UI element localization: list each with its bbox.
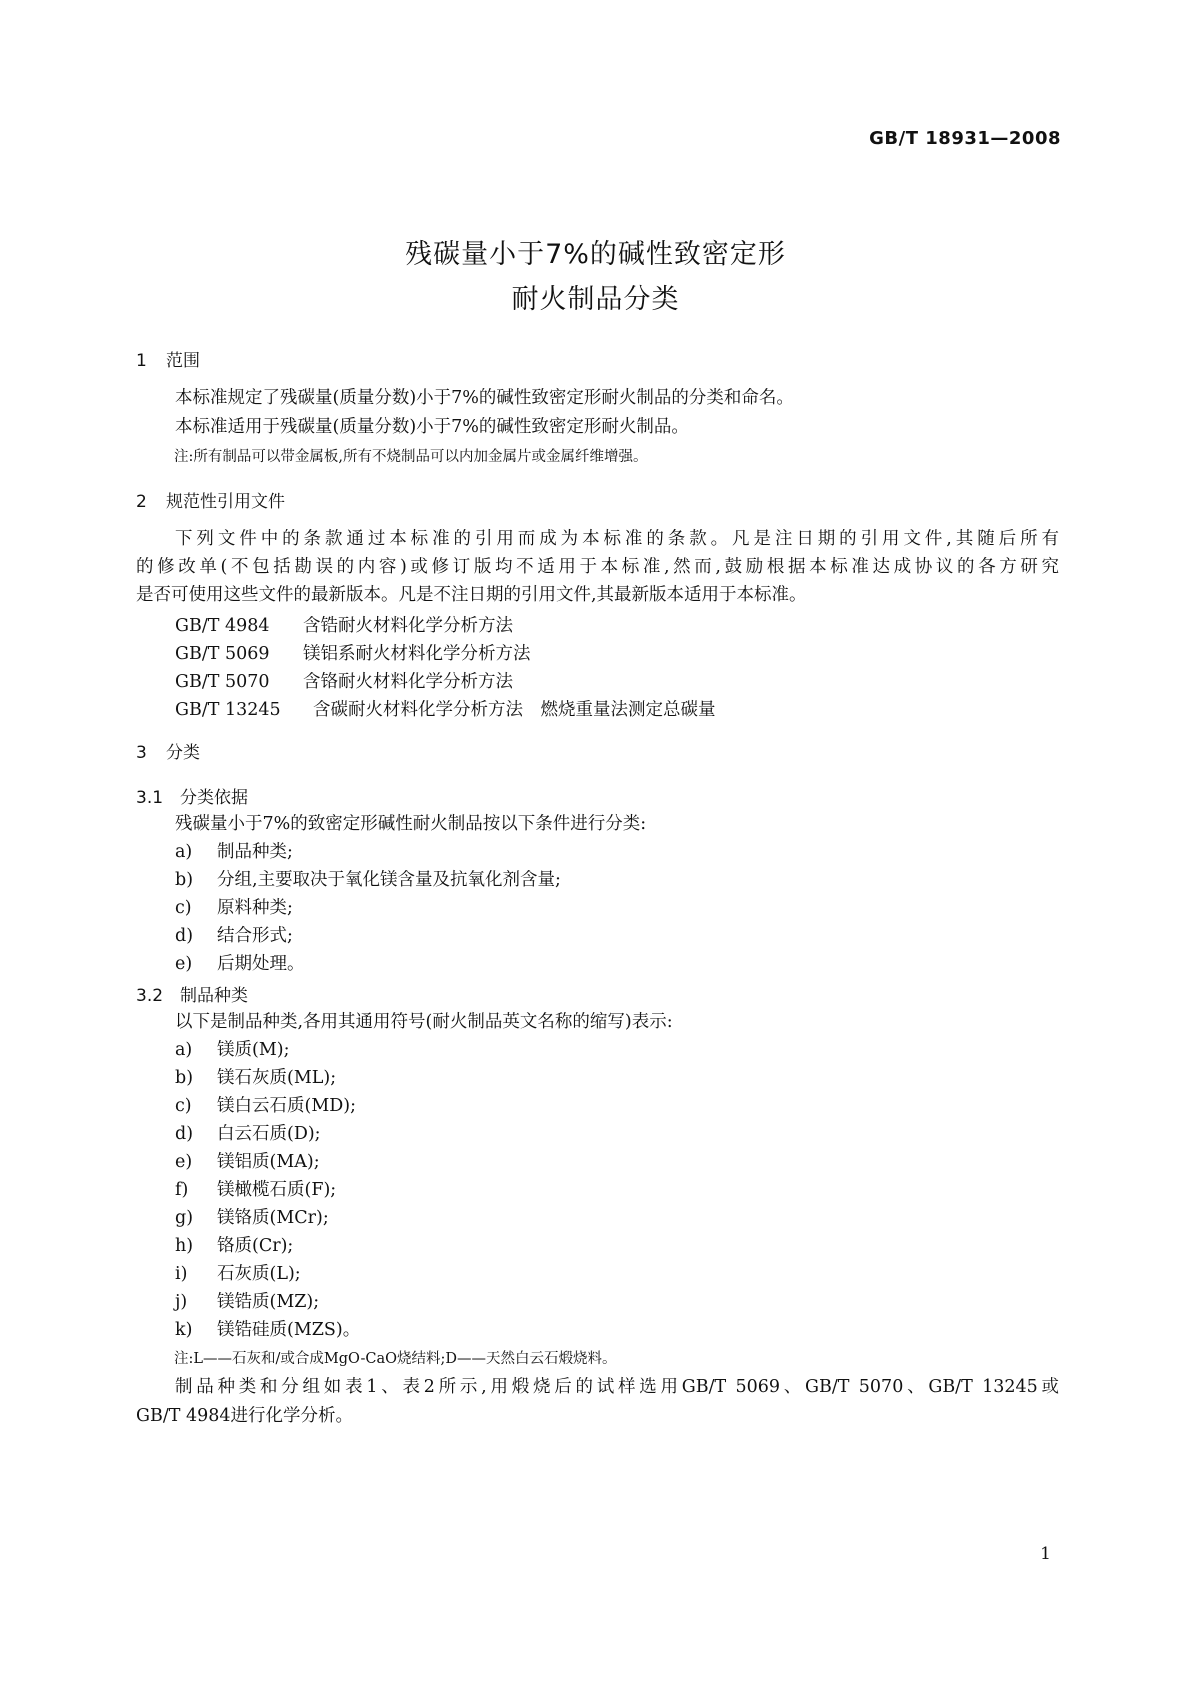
reference-code: GB/T 5070 <box>175 672 270 692</box>
list-marker: b) <box>175 870 194 890</box>
product-types-note: 注:L——石灰和/或合成MgO-CaO烧结料;D——天然白云石煅烧料。 <box>174 1351 617 1367</box>
section-title: 制品种类 <box>180 986 248 1006</box>
product-types-intro: 以下是制品种类,各用其通用符号(耐火制品英文名称的缩写)表示: <box>175 1012 673 1032</box>
reference-item <box>175 612 513 637</box>
page-number: 1 <box>1040 1544 1051 1564</box>
list-item <box>175 1316 360 1341</box>
classification-intro: 残碳量小于7%的致密定形碱性耐火制品按以下条件进行分类: <box>175 814 647 834</box>
list-text: 结合形式; <box>217 926 293 946</box>
list-marker: e) <box>175 954 193 974</box>
list-text: 铬质(Cr); <box>217 1236 294 1256</box>
section-3-2-heading <box>136 981 248 1006</box>
list-marker: e) <box>175 1152 193 1172</box>
list-text: 镁白云石质(MD); <box>217 1096 356 1116</box>
standard-code: GB/T 18931—2008 <box>869 128 1061 149</box>
list-marker: a) <box>175 1040 193 1060</box>
section-title: 分类 <box>166 743 200 763</box>
list-text: 镁锆硅质(MZS)。 <box>217 1320 361 1340</box>
list-text: 分组,主要取决于氧化镁含量及抗氧化剂含量; <box>217 870 561 890</box>
section-2-heading <box>136 487 285 512</box>
list-marker: b) <box>175 1068 194 1088</box>
reference-title: 镁铝系耐火材料化学分析方法 <box>303 644 531 664</box>
reference-code: GB/T 4984 <box>175 616 270 636</box>
list-text: 白云石质(D); <box>217 1124 321 1144</box>
list-text: 石灰质(L); <box>217 1264 301 1284</box>
list-item <box>175 1092 356 1117</box>
reference-item <box>175 696 716 721</box>
list-item <box>175 922 293 947</box>
document-title-line2: 耐火制品分类 <box>511 284 680 315</box>
list-item <box>175 1064 336 1089</box>
section-number: 3.2 <box>136 986 164 1006</box>
section-title: 规范性引用文件 <box>166 492 285 512</box>
list-marker: g) <box>175 1208 194 1228</box>
list-marker: d) <box>175 1124 194 1144</box>
list-item <box>175 1204 329 1229</box>
closing-paragraph-line2: GB/T 4984进行化学分析。 <box>136 1406 354 1426</box>
list-item <box>175 1260 301 1285</box>
section-3-1-heading <box>136 783 248 808</box>
list-item <box>175 1232 293 1257</box>
list-item <box>175 950 305 975</box>
list-marker: h) <box>175 1236 194 1256</box>
reference-title: 含铬耐火材料化学分析方法 <box>303 672 513 692</box>
scope-note: 注:所有制品可以带金属板,所有不烧制品可以内加金属片或金属纤维增强。 <box>174 449 648 465</box>
list-text: 原料种类; <box>217 898 293 918</box>
list-item <box>175 894 293 919</box>
reference-code: GB/T 13245 <box>175 700 281 720</box>
list-text: 镁橄榄石质(F); <box>217 1180 337 1200</box>
list-marker: j) <box>175 1292 188 1312</box>
scope-paragraph-1: 本标准规定了残碳量(质量分数)小于7%的碱性致密定形耐火制品的分类和命名。 <box>175 388 794 408</box>
list-marker: a) <box>175 842 193 862</box>
reference-code: GB/T 5069 <box>175 644 270 664</box>
reference-item <box>175 640 531 665</box>
list-marker: c) <box>175 1096 192 1116</box>
list-item <box>175 1288 319 1313</box>
references-intro-line2: 的修改单(不包括勘误的内容)或修订版均不适用于本标准,然而,鼓励根据本标准达成协议的各方研究 <box>136 557 1059 577</box>
section-title: 分类依据 <box>180 788 248 808</box>
scope-paragraph-2: 本标准适用于残碳量(质量分数)小于7%的碱性致密定形耐火制品。 <box>175 417 689 437</box>
list-marker: k) <box>175 1320 193 1340</box>
list-text: 镁铝质(MA); <box>217 1152 320 1172</box>
list-text: 镁铬质(MCr); <box>217 1208 329 1228</box>
list-marker: i) <box>175 1264 188 1284</box>
list-item <box>175 1036 289 1061</box>
reference-title: 含锆耐火材料化学分析方法 <box>303 616 513 636</box>
list-marker: c) <box>175 898 192 918</box>
list-text: 镁石灰质(ML); <box>217 1068 337 1088</box>
references-intro-line1: 下列文件中的条款通过本标准的引用而成为本标准的条款。凡是注日期的引用文件,其随后所有 <box>175 529 1059 549</box>
list-item <box>175 838 293 863</box>
document-title-line1: 残碳量小于7%的碱性致密定形 <box>405 239 786 270</box>
references-intro-line3: 是否可使用这些文件的最新版本。凡是不注日期的引用文件,其最新版本适用于本标准。 <box>136 585 807 605</box>
list-item <box>175 1120 321 1145</box>
section-number: 2 <box>136 492 147 512</box>
list-marker: f) <box>175 1180 189 1200</box>
list-text: 制品种类; <box>217 842 293 862</box>
list-text: 镁锆质(MZ); <box>217 1292 320 1312</box>
section-number: 1 <box>136 351 147 371</box>
list-marker: d) <box>175 926 194 946</box>
section-3-heading <box>136 738 200 763</box>
list-item <box>175 1176 336 1201</box>
closing-paragraph-line1: 制品种类和分组如表1、表2所示,用煅烧后的试样选用GB/T 5069、GB/T 5070、GB/T 13245或 <box>175 1377 1059 1397</box>
reference-item <box>175 668 513 693</box>
section-number: 3 <box>136 743 147 763</box>
section-1-heading <box>136 346 200 371</box>
list-text: 后期处理。 <box>217 954 305 974</box>
reference-title: 含碳耐火材料化学分析方法 燃烧重量法测定总碳量 <box>313 700 716 720</box>
list-item <box>175 1148 320 1173</box>
list-item <box>175 866 561 891</box>
section-title: 范围 <box>166 351 200 371</box>
list-text: 镁质(M); <box>217 1040 290 1060</box>
section-number: 3.1 <box>136 788 164 808</box>
